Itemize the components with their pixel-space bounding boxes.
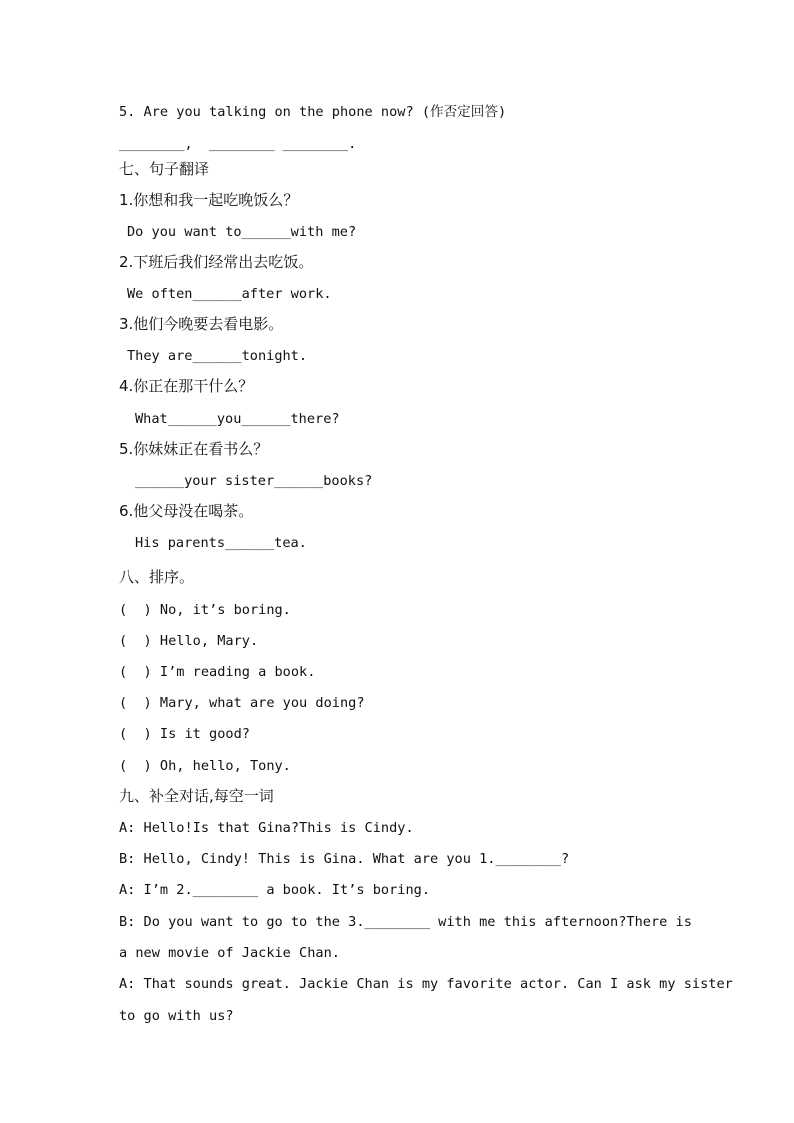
section-7-heading: 七、句子翻译	[119, 160, 210, 178]
translation-1-cn: 1.你想和我一起吃晚饭么？	[119, 191, 299, 209]
ordering-item-1: ( ) No, it’s boring.	[119, 602, 291, 618]
dialogue-line-4: B: Do you want to go to the 3.________ with me this afternoon?There is	[119, 914, 692, 930]
dialogue-line-2: B: Hello, Cindy! This is Gina. What are you 1.________?	[119, 851, 570, 867]
section-9-heading: 九、补全对话,每空一词	[119, 787, 274, 805]
translation-4-cn: 4.你正在那干什么？	[119, 377, 254, 395]
translation-5-en: ______your sister______books?	[135, 473, 373, 489]
translation-6-cn: 6.他父母没在喝茶。	[119, 502, 254, 520]
ordering-item-4: ( ) Mary, what are you doing?	[119, 695, 365, 711]
question-5-text: 5. Are you talking on the phone now? (作否定回答)	[119, 104, 507, 120]
dialogue-line-6: A: That sounds great. Jackie Chan is my favorite actor. Can I ask my sister	[119, 976, 733, 992]
dialogue-line-7: to go with us?	[119, 1008, 234, 1024]
translation-2-cn: 2.下班后我们经常出去吃饭。	[119, 253, 314, 271]
translation-1-en: Do you want to______with me?	[127, 224, 357, 240]
question-5-answer-blanks: ________, ________ ________.	[119, 136, 357, 152]
dialogue-line-5: a new movie of Jackie Chan.	[119, 945, 340, 961]
ordering-item-3: ( ) I’m reading a book.	[119, 664, 316, 680]
translation-3-cn: 3.他们今晚要去看电影。	[119, 315, 284, 333]
translation-5-cn: 5.你妹妹正在看书么？	[119, 440, 269, 458]
translation-3-en: They are______tonight.	[127, 348, 308, 364]
ordering-item-2: ( ) Hello, Mary.	[119, 633, 259, 649]
translation-6-en: His parents______tea.	[135, 535, 307, 551]
ordering-item-6: ( ) Oh, hello, Tony.	[119, 758, 291, 774]
section-8-heading: 八、排序。	[119, 568, 195, 586]
dialogue-line-3: A: I’m 2.________ a book. It’s boring.	[119, 882, 430, 898]
translation-2-en: We often______after work.	[127, 286, 332, 302]
ordering-item-5: ( ) Is it good?	[119, 726, 250, 742]
translation-4-en: What______you______there?	[135, 411, 340, 427]
dialogue-line-1: A: Hello!Is that Gina?This is Cindy.	[119, 820, 414, 836]
